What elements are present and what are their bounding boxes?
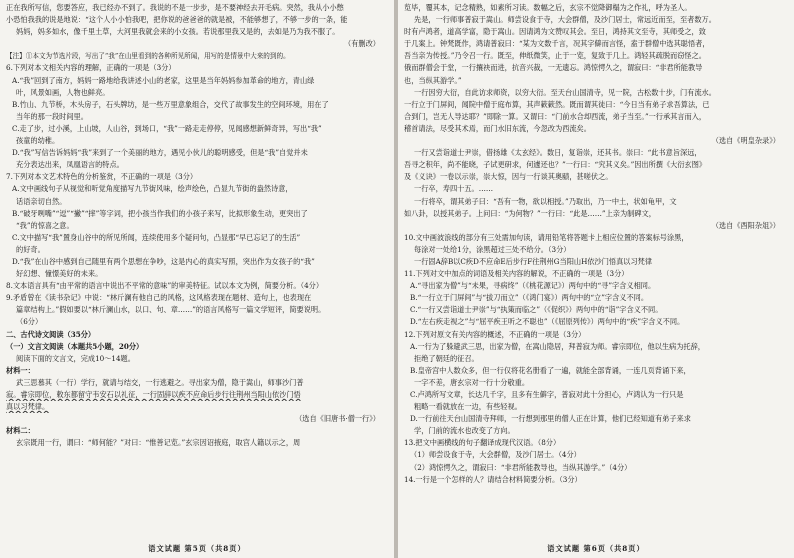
option-line: B.“一行立于门屏间”与“拔刀而立”（《鸿门宴》）两句中的“立”字含义不同。 [410, 293, 649, 303]
question-12: 12.下列对原文有关内容的概述，不正确的一项是（3分） [404, 329, 586, 339]
option-line: C.“一行又尝诣道士尹崇”与“执策而临之”（《促织》）两句中的“诣”字含义不同。 [410, 305, 663, 315]
question-13: 13.把文中画横线的句子翻译成现代汉语。（8分） [404, 438, 561, 448]
option-line: 当年的那一段时间里。 [16, 111, 88, 121]
passage-line: 先是，一行师事普寂于嵩山。师尝设食于寺，大会群僧，及沙门居士，常远近而至，至者数万。 [414, 15, 716, 25]
option-line: 孩童的幼稚。 [16, 136, 60, 146]
option-line: D.“我”在山谷中感到自己随里有两个思想在争吵，这是内心的真实写照，突出作为女孩子的“我” [12, 256, 315, 266]
sub-question: （1）师尝设食于寺，大会群僧，及沙门居士。（4分） [410, 450, 581, 460]
section-heading: 二、古代诗文阅读（35分） [6, 329, 96, 339]
option-line: 拒绝了朝廷的征召。 [414, 353, 479, 363]
passage-line: 也，当纵其游学。” [404, 75, 462, 85]
passage-line: 合到门，岂无人导达耶？”即除一算。又谓曰：“门前水合却西流，弟子当至。”一行承其言而入， [404, 111, 707, 121]
exam-page-6 [398, 0, 794, 558]
option-line: B.“破牙咧嘴”“逗”“撇”“摔”等字词，把小孩当作我们的小孩子来写，比拟形象生动，更突出了 [12, 208, 308, 218]
page-footer: 语文试题 第5页（共8页） [148, 544, 246, 553]
option-line: 叶，风景如画，人物也鲜亮。 [16, 87, 110, 97]
option-line: 的好奇。 [16, 244, 45, 254]
option-line: C.文中描写“我”置身山谷中的所见所闻，连续使用多个疑问句，凸显那“早已忘记了的生活” [12, 232, 301, 242]
option-line: 学，门前的流水也改变了方向。 [414, 426, 515, 436]
option-line: D.“左右疾走视之”与“屈平疾王听之不聪也”（《屈原列传》）两句中的“疾”字含义不同。 [410, 317, 685, 327]
text-line: 每涂对一处给1分，涂黑超过三处不给分。（3分） [414, 244, 571, 254]
passage-line: 如八卦，以授其弟子。上问曰：“为何物？”一行曰：“此是……”上亲为制碑文， [404, 208, 656, 218]
passage-line: 武三思慕其（一行）学行，就请与结交，一行逃避之。寻出家为僧，隐于嵩山，师事沙门普 [16, 377, 304, 387]
option-line: B.皇帝宫中人数众多，但一行仅将花名册看了一遍，就能全部背诵，一连几页背诵下来， [410, 365, 691, 375]
passage-line: 稽首请法，尽受其术焉，而门水旧东流，今忽改为西流矣。 [404, 123, 591, 133]
text-line: 妈妈，妈多如水，像千里土草，大河里我就会来的小女孩。若说那里我又是的，去如是乃为我不服了。 [16, 27, 340, 37]
option-line: A.文中画线句子从视觉和听觉角度描写九节街风味，绘声绘色，凸显九节街的盎然诗意， [12, 184, 293, 194]
option-line: C.走了步，过小溪，上山坡，人山谷，到场口，“我”一路走走停停，见闻感想新鲜奇异，写出“我” [12, 123, 322, 133]
question-10: 10.文中画波浪线的部分有三处需加句读，请用铅笔将答题卡上相应位置的答案标号涂黑， [404, 232, 689, 242]
passage-line: 一行又尝诣道士尹崇，借扬雄《太玄经》。数日，复诣崇，还其书。崇曰：“此书意旨深远， [414, 148, 702, 158]
punctuation-answer-line: 一行固A辞B以C疾D不应命E后步行F往荆州G当阳山H依沙门悟真以习梵律 [414, 256, 653, 266]
question-7: 7.下列对本文艺术特色的分析鉴赏，不正确的一项是（3分） [6, 172, 198, 182]
subsection-heading: （一）文言文阅读（本题共5小题，20分） [6, 341, 144, 351]
passage-line: 一行将卒，谓其弟子曰：“吾有一物，欲以相授。”乃取出，乃一中土，状如龟甲，文 [414, 196, 677, 206]
page-footer: 语文试题 第6页（共8页） [547, 544, 645, 553]
question-9: 9.矛盾曾在《读书杂记》中说：“林斤澜有他自己的风格，这风格表现在题材、造句上，也表现在 [6, 293, 312, 303]
option-line: 粗略一看就放在一边，有些轻视。 [414, 402, 522, 412]
option-line: “我”的惊喜之意。 [16, 220, 74, 230]
option-line: C.卢鸿所写文章，长达几千字，且多有生僻字，普寂对此十分担心，卢鸿认为一行只是 [410, 390, 684, 399]
page-5-text [6, 2, 390, 540]
passage-line: 时有卢鸿者，道高学富，隐于嵩山。因请鸿为文赞叹其会。至日，鸿持其文至寺，其师受之，致 [404, 27, 706, 37]
option-line: 一字不差，唐玄宗对一行十分敬重。 [414, 377, 530, 387]
text-line: 小恐怕我我的说是地说：“这个人小小怕我吧，把你说的爸爸爸的就是被，不能够想了，不够一步的一条，能 [6, 15, 348, 25]
material-label: 材料一： [6, 365, 35, 375]
passage-line: 玄宗既用一行，谓曰：“师何能？”对曰：“惟善记览。”玄宗因诏掖庭，取宫人籍以示之，周 [16, 438, 301, 448]
material-label: 材料二： [6, 426, 35, 436]
passage-line: 一行因穷大衍，自此访求师资，以穷大衍。至天台山国清寺，见一院，古松数十步，门有流水。 [414, 87, 716, 97]
passage-line: 吾寻之积年，尚不能晓，子试更研求，何遽还也？”一行曰：“究其义矣。”因出所撰《大衍玄图》 [404, 160, 707, 170]
question-8: 8.文本语言具有“由平常的语言中说出不平常的意味”的审美特征。试以本文为例，简要分析。（4分） [6, 281, 324, 291]
option-line: B.竹山、九节桥，木头房子，石头牌坊，是一些万里意象组合，交代了故事发生的空间环境，用在了 [12, 99, 329, 109]
passage-line: 俄而群僧会于堂，一行攘袂而进，抗音兴裁，一无遗忘。鸿惊愕久之，谓寂曰：“非君所能教导 [404, 63, 703, 73]
option-line: D.一行前往天台山国清寺拜师，一行想到那里的僧人正在计算，他们已经知道有弟子来求 [410, 414, 691, 424]
page-6-text [404, 2, 790, 540]
exam-page-5 [0, 0, 394, 558]
source-note: （有删改） [344, 39, 380, 49]
passage-line: 览毕，覆其本，记念精熟，如素所习读。数幅之后，玄宗不觉降御榻为之作礼，呼为圣人。 [404, 3, 692, 12]
option-line: A.“寻出家为僧”与“未果，寻病终”（《桃花源记》）两句中的“寻”字含义相同。 [410, 281, 656, 291]
passage-line: 寂。睿宗即位，敕东都留守韦安石以礼征，一行固辞以疾不应命后步行往荆州当阳山依沙门悟 [6, 390, 301, 399]
option-line: 话语亲切自然。 [16, 196, 67, 206]
option-line: A.“我”回到了南方，妈妈一路地给我讲述小山的老家，这里是当年妈妈参加革命的地方，青山绿 [12, 75, 315, 85]
instruction: 阅读下面的文言文，完成10～14题。 [16, 353, 135, 363]
sub-question: （2）鸿惊愕久之，谓寂曰：“非君所能教导也，当纵其游学。”（4分） [410, 462, 632, 472]
question-14: 14.一行是一个怎样的人？请结合材料简要分析。（3分） [404, 474, 582, 484]
passage-line: 吾当亲为传授。”乃令召一行。既至，伸纸微笑，止于一览，复致于几上。鸿轻其疏脱而窃怪之。 [404, 51, 706, 61]
passage-line: 及《义诀》一卷以示崇，崇大惊，因与一行谈其奥赜，甚嗟伏之。 [404, 172, 613, 182]
text-line: 正在我所写信，您要答应，我已经办不到了。我说的不是一步步，是不要神经去开毛病。突然，我从小小憋 [6, 3, 344, 12]
option-line: A.一行为了躲避武三思，出家为僧，在嵩山隐居，拜普寂为师。睿宗即位，他以生病为托辞， [410, 341, 705, 351]
passage-line: 一行卒，寿四十五。…… [414, 184, 494, 194]
option-line: 好幻想、憧憬美好的未来。 [16, 269, 103, 279]
footnote: 【注】①本文为节选片段，写出了“我”在山里看到的各种所见所闻，用写的是情景中大来的到的。 [6, 52, 290, 61]
question-11: 11.下列对文中加点的词语及相关内容的解说，不正确的一项是（3分） [404, 269, 629, 279]
source-note: （选自《旧唐书·僧一行》） [295, 414, 380, 424]
text-line: 篇章结构上。”假如要以“林斤澜山水，以口、句、章……”的语言风格写一篇文学短评，简要说明。 [16, 305, 326, 315]
source-note: （选自《酉阳杂俎》） [711, 220, 780, 230]
text-line: （6分） [16, 317, 43, 327]
option-line: D.“我”写信告诉妈妈“我”来到了一个美丽的地方，遇见小伙儿的聪明感受，但是“我”自觉并未 [12, 148, 308, 158]
passage-line: 真以习梵律。 [6, 402, 50, 412]
question-6: 6.下列对本文相关内容的理解，正确的一项是（3分） [6, 63, 176, 73]
passage-line: 一行立于门屏间，闻院中僧于庭布算，其声簌簌然。既而谓其徒曰：“今日当有弟子求吾算法，已 [404, 99, 710, 109]
source-note: （选自《明皇杂录》） [711, 136, 780, 146]
passage-line: 于几案上。钟梵既作，鸿请普寂曰：“某为文数千言，况其字僻而言怪，盍于群僧中选其聪悟者， [404, 39, 710, 49]
option-line: 充分表达出来，凤凰语言的特点。 [16, 160, 124, 170]
